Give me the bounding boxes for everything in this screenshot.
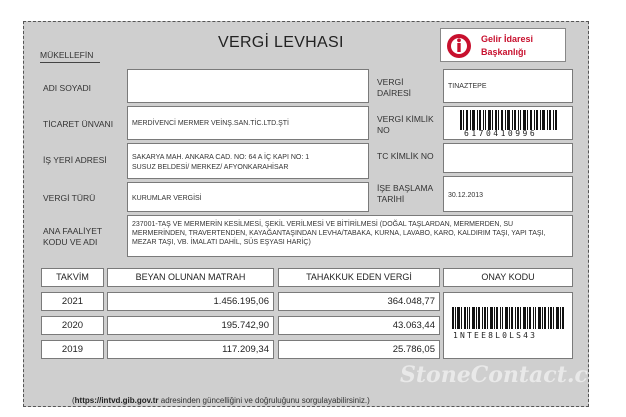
ise-baslama-label-1: İŞE BAŞLAMA [377, 183, 434, 193]
row-2021-vergi: 364.048,77 [278, 292, 440, 311]
vergi-kimlik-label-1: VERGİ KİMLİK [377, 114, 434, 124]
mukellef-underline [40, 62, 100, 63]
row-2019-vergi: 25.786,05 [278, 340, 440, 359]
ticaret-unvani-value: MERDİVENCİ MERMER VEİNŞ.SAN.TİC.LTD.ŞTİ [132, 120, 289, 127]
mukellef-heading: MÜKELLEFİN [40, 50, 94, 60]
ana-faaliyet-value: 237001-TAŞ VE MERMERİN KESİLMESİ, ŞEKİL VERİLMESİ VE BİTİRİLMESİ (DOĞAL TAŞLARDAN, MERMERDEN, SU MERMERİNDEN, TRAVERTENDEN, KAYAĞANTAŞINDAN LEVHA/TABAKA, KURNA, LAVABO, KARO, KALDIRIM TAŞI, YAPI TAŞI, MEZAR TAŞI, VB. İMALATI DAHİL, SÜS EŞYASI HARİÇ) [132, 221, 546, 246]
row-2020-matrah: 195.742,90 [107, 316, 274, 335]
gib-emblem-icon [445, 32, 473, 60]
ise-baslama-field [443, 176, 573, 212]
onay-kodu-field [443, 292, 573, 359]
ise-baslama-value: 30.12.2013 [448, 192, 484, 199]
row-2020-year: 2020 [41, 316, 104, 335]
stonecontact-watermark: StoneContact.com [400, 362, 626, 388]
row-2021-matrah: 1.456.195,06 [107, 292, 274, 311]
tc-kimlik-label: TC KİMLİK NO [377, 151, 434, 161]
adi-soyadi-label: ADI SOYADI [43, 83, 92, 93]
is-yeri-adresi-value-1: SAKARYA MAH. ANKARA CAD. NO: 64 A İÇ KAPI NO: 1 [132, 154, 310, 161]
vergi-turu-label: VERGİ TÜRÜ [43, 193, 96, 203]
onay-kodu-header: ONAY KODU [443, 268, 573, 287]
document-title: VERGİ LEVHASI [218, 34, 344, 51]
is-yeri-adresi-label: İŞ YERİ ADRESİ [43, 155, 107, 165]
footer-link[interactable]: https://intvd.gib.gov.tr [74, 396, 159, 405]
footer-text: adresinden güncelliğini ve doğruluğunu sorgulayabilirsiniz. [158, 396, 368, 405]
vergi-turu-value: KURUMLAR VERGİSİ [132, 195, 202, 202]
ana-faaliyet-label-2: KODU VE ADI [43, 237, 98, 247]
matrah-header: BEYAN OLUNAN MATRAH [107, 268, 274, 287]
gib-logo [440, 28, 566, 62]
logo-line1: Gelir İdaresi [481, 34, 534, 44]
vergi-kimlik-field [443, 106, 573, 140]
ticaret-unvani-field [127, 106, 369, 140]
footer-note: (https://intvd.gib.gov.tr adresinden güncelliğini ve doğruluğunu sorgulayabilirsiniz.) [72, 396, 370, 405]
is-yeri-adresi-field [127, 143, 369, 179]
vergi-kimlik-value: 6170410996 [464, 129, 538, 138]
adi-soyadi-field [127, 69, 369, 103]
onay-kodu-value: 1NTEE8L0LS43 [453, 331, 538, 340]
ticaret-unvani-label: TİCARET ÜNVANI [43, 119, 114, 129]
row-2021-year: 2021 [41, 292, 104, 311]
onay-kodu-barcode [452, 307, 564, 329]
vergi-turu-field [127, 182, 369, 212]
vergi-dairesi-value: TINAZTEPE [448, 83, 487, 90]
row-2019-matrah: 117.209,34 [107, 340, 274, 359]
vergi-kimlik-barcode [460, 110, 558, 130]
ana-faaliyet-label-1: ANA FAALİYET [43, 226, 103, 236]
ana-faaliyet-field [127, 215, 573, 257]
vergi-dairesi-label-1: VERGİ [377, 77, 404, 87]
row-2019-year: 2019 [41, 340, 104, 359]
vergi-header: TAHAKKUK EDEN VERGİ [278, 268, 440, 287]
tc-kimlik-field [443, 143, 573, 173]
vergi-kimlik-label-2: NO [377, 125, 390, 135]
takvim-header: TAKVİM [41, 268, 104, 287]
is-yeri-adresi-value-2: SUSUZ BELDESİ/ MERKEZ/ AFYONKARAHİSAR [132, 164, 289, 171]
vergi-dairesi-label-2: DAİRESİ [377, 88, 412, 98]
vergi-dairesi-field [443, 69, 573, 103]
row-2020-vergi: 43.063,44 [278, 316, 440, 335]
ise-baslama-label-2: TARİHİ [377, 194, 405, 204]
logo-line2: Başkanlığı [481, 47, 527, 57]
